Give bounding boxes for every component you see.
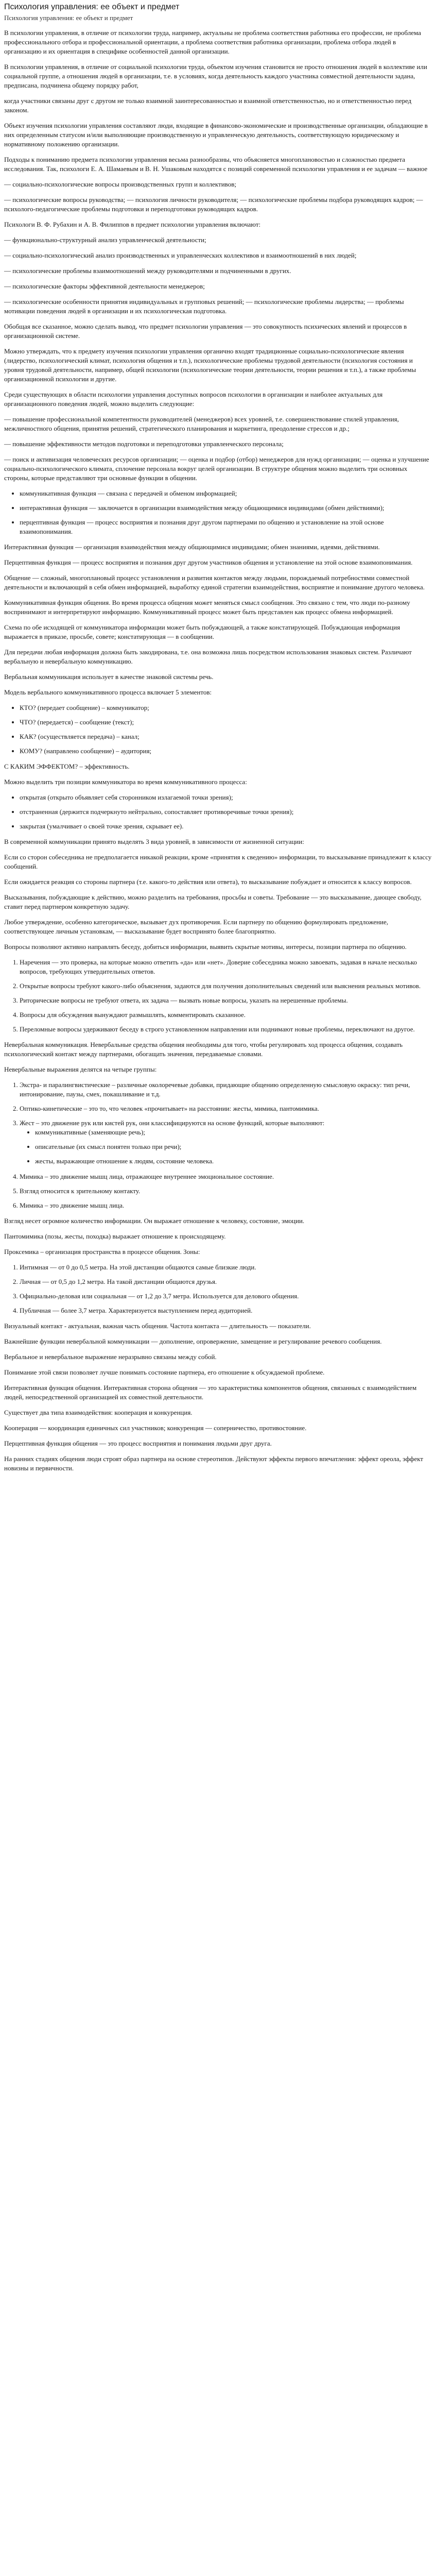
paragraph: Невербальные выражения делятся на четыре группы: [4, 1065, 157, 1073]
paragraph: В психологии управления, в отличие от социальной психологии труда, объектом изучения становится не просто отношения людей в коллективе или социальной группе, а отношения людей в организации, т.е. в условиях, когда деятельность каждого участника совместной деятельности задана, предписана, подчинена общему порядку работ, [4, 63, 427, 89]
paragraph: Если ожидается реакция со стороны партнера (т.е. какого-то действия или ответа), то высказывание побуждает и относится к классу вопросов. [4, 878, 412, 886]
paragraph: Можно утверждать, что к предмету изучения психологии управления органично входят традиционные социально-психологические явления (лидерство, психологический климат, психология общения и т.п.), психологические проблемы трудовой деятельности (психология состояния и уровня трудовой деятельности, например, общей психологии (психологические теории деятельности, теории решения и т.п.), а также проблемы организационной психологии и другие. [4, 347, 416, 383]
list-item: 5. Взгляд относится к зрительному контакту. [20, 1187, 432, 1196]
list-item: 4. Мимика – это движение мышц лица, отражающее внутреннее эмоциональное состояние. [20, 1172, 432, 1181]
paragraph: Для передачи любая информация должна быть закодирована, т.е. она возможна лишь посредством использования знаковых систем. Различают вербальную и невербальную коммуникацию. [4, 648, 412, 665]
paragraph: — социально-психологические вопросы производственных групп и коллективов; [4, 180, 236, 188]
paragraph: С КАКИМ ЭФФЕКТОМ? – эффективность. [4, 762, 130, 770]
paragraph: — психологические вопросы руководства; — психология личности руководителя; — психологические проблемы подбора руководящих кадров; — психолого-педагогические проблемы подготовки и переподготовки руководящих кадров. [4, 196, 423, 213]
list-item: 2. Личная — от 0,5 до 1,2 метра. На такой дистанции общаются друзья. [20, 1277, 432, 1286]
list-item: • ЧТО? (передается) – сообщение (текст); [20, 718, 432, 727]
paragraph: — психологические факторы эффективной деятельности менеджеров; [4, 282, 205, 290]
paragraph: На ранних стадиях общения люди строят образ партнера на основе стереотипов. Действуют эффекты первого впечатления: эффект ореола, эффект новизны и первичности. [4, 1455, 424, 1472]
paragraph: Общение — сложный, многоплановый процесс установления и развития контактов между людьми, порождаемый потребностями совместной деятельности и включающий в себя обмен информацией, выработку единой стратегии взаимодействия, восприятие и понимание другого человека. [4, 574, 425, 591]
paragraph: Вопросы позволяют активно направлять беседу, добиться информации, выявить скрытые мотивы, интересы, позиции партнера по общению. [4, 943, 407, 951]
paragraph: Проксемика – организация пространства в процессе общения. Зоны: [4, 1248, 200, 1256]
list-item: • интерактивная функция — заключается в организации взаимодействия между общающимися индивидами (обмен действиями); [20, 503, 432, 513]
paragraph: Невербальная коммуникация. Невербальные средства общения необходимы для того, чтобы регулировать ход процесса общения, создавать психологический контакт между партнерами, обогащать значения, передаваемые словами. [4, 1041, 403, 1058]
list-item: 1. Интимная — от 0 до 0,5 метра. На этой дистанции общаются самые близкие люди. [20, 1263, 432, 1272]
paragraph: когда участники связаны друг с другом не только взаимной заинтересованностью и взаимной ответственностью, но и ответственностью перед законом. [4, 97, 412, 114]
paragraph: Визуальный контакт - актуальная, важная часть общения. Частота контакта — длительность — показатели. [4, 1322, 311, 1330]
list-item: 4. Публичная — более 3,7 метра. Характеризуется выступлением перед аудиторией. [20, 1306, 432, 1315]
list-item: • жесты, выражающие отношение к людям, состояние человека. [35, 1157, 432, 1166]
list-item: 3. Официально-деловая или социальная — от 1,2 до 3,7 метра. Используется для делового общения. [20, 1292, 432, 1301]
list-item-text: Жест – это движение рук или кистей рук, они классифицируются на основе функций, которые выполняют: [20, 1119, 325, 1127]
page-subtitle: Психология управления: ее объект и предмет [4, 14, 133, 22]
list-item: • закрытая (умалчивает о своей точке зрения, скрывает ее). [20, 822, 432, 831]
paragraph: В психологии управления, в отличие от психологии труда, например, актуальны не проблема соответствия работника его профессии, не проблема профессионального отбора и профессиональной ориентации, а проблема соответствия работника организации, проблема отбора людей в организацию и их ориентация в специфике особенностей данной организации. [4, 29, 421, 55]
list-item: 4. Вопросы для обсуждения вынуждают размышлять, комментировать сказанное. [20, 1010, 432, 1020]
list-item: • КАК? (осуществляется передача) – канал; [20, 732, 432, 741]
paragraph: Высказывания, побуждающие к действию, можно разделить на требования, просьбы и советы. Требование — это высказывание, дающее свободу, ставит перед партнером конкретную задачу. [4, 893, 422, 910]
list-item: • описательные (их смысл понятен только при речи); [35, 1142, 432, 1151]
paragraph: Обобщая все сказанное, можно сделать вывод, что предмет психологии управления — это совокупность психических явлений и процессов в организационной системе. [4, 323, 407, 340]
paragraph: Перцептивная функция — процесс восприятия и познания друг другом участников общения и установление на этой основе взаимопонимания. [4, 558, 413, 566]
list-item: 3. Риторические вопросы не требуют ответа, их задача — вызвать новые вопросы, указать на нерешенные проблемы. [20, 996, 432, 1005]
paragraph: Кооперация — координация единичных сил участников; конкуренция — соперничество, противостояние. [4, 1424, 307, 1432]
paragraph: Пантомимика (позы, жесты, походка) выражает отношение к происходящему. [4, 1232, 226, 1240]
paragraph: — психологические проблемы взаимоотношений между руководителями и подчиненными в других. [4, 267, 291, 275]
paragraph: Важнейшие функции невербальной коммуникации — дополнение, опровержение, замещение и регулирование речевого сообщения. [4, 1337, 382, 1345]
paragraph: Можно выделить три позиции коммуникатора во время коммуникативного процесса: [4, 778, 247, 786]
list-item: • КОМУ? (направлено сообщение) – аудитория; [20, 747, 432, 756]
list-item: • коммуникативная функция — связана с передачей и обменом информацией; [20, 489, 432, 498]
list-item: • открытая (открыто объявляет себя сторонником излагаемой точки зрения); [20, 793, 432, 802]
paragraph: — функционально-структурный анализ управленческой деятельности; [4, 236, 206, 244]
paragraph: Существует два типа взаимодействия: кооперация и конкуренция. [4, 1409, 193, 1416]
list-item: 1. Экстра- и паралингвистические – различные околоречевые добавки, придающие общению определенную смысловую окраску: тип речи, интонирование, паузы, смех, покашливание и т.д. [20, 1080, 432, 1099]
list-item: 5. Переломные вопросы удерживают беседу в строго установленном направлении или поднимают новые проблемы, переключают на другое. [20, 1025, 432, 1034]
nonverbal-groups-list [4, 1080, 432, 1210]
paragraph: Вербальное и невербальное выражение неразрывно связаны между собой. [4, 1353, 217, 1361]
paragraph: Вербальная коммуникация использует в качестве знаковой системы речь. [4, 673, 214, 681]
paragraph: Схема по обе исходящей от коммуникатора информации может быть побуждающей, а также констатирующей. Побуждающая информация выражается в приказе, просьбе, совете; констатирующая — в сообщении. [4, 623, 400, 640]
gestures-list [20, 1128, 432, 1166]
model-list [4, 703, 432, 756]
page-title: Психология управления: ее объект и предмет [4, 3, 180, 11]
list-item: 2. Оптико-кинетические – это то, что человек «прочитывает» на расстоянии: жесты, мимика, пантомимика. [20, 1104, 432, 1113]
question-types-list [4, 958, 432, 1034]
paragraph: Подходы к пониманию предмета психологии управления весьма разнообразны, что объясняется многоплановостью и сложностью предмета исследования. Так, психологи Е. А. Шамаевым и В. Н. Ушаковым находятся с позиций современной психологии управления и ее задачам — важное [4, 156, 428, 173]
list-item: • перцептивная функция — процесс восприятия и познания друг другом партнерами по общению и установление на этой основе взаимопонимания. [20, 518, 432, 536]
paragraph: Коммуникативная функция общения. Во время процесса общения может меняться смысл сообщения. Это связано с тем, что люди по-разному воспринимают и интерпретируют информацию. Коммуникативный процесс может быть представлен как процесс обмена информацией. [4, 599, 410, 616]
zones-list [4, 1263, 432, 1315]
paragraph: Интерактивная функция — организация взаимодействия между общающимися индивидами; обмен знаниями, идеями, действиями. [4, 543, 380, 551]
list-item: 6. Мимика – это движение мышц лица. [20, 1201, 432, 1210]
paragraph: Объект изучения психологии управления составляют люди, входящие в финансово-экономические и производственные организации, обладающие в них определенным статусом и/или выполняющие производственную и управленческую деятельность, соответствующую юридическому и нормативному положению организации. [4, 122, 428, 148]
paragraph: Интерактивная функция общения. Интерактивная сторона общения — это характеристика компонентов общения, связанных с взаимодействием людей, непосредственной организацией их совместной деятельности. [4, 1384, 417, 1401]
list-item: • коммуникативные (заменяющие речь); [35, 1128, 432, 1137]
paragraph: — социально-психологический анализ производственных и управленческих коллективов и взаимоотношений в них людей; [4, 251, 357, 259]
paragraph: — психологические особенности принятия индивидуальных и групповых решений; — психологические проблемы лидерства; — проблемы мотивации поведения людей в организации и их психологическая подготовка. [4, 298, 404, 315]
paragraph: — поиск и активизация человеческих ресурсов организации; — оценка и подбор (отбор) менеджеров для нужд организации; — оценка и улучшение социально-психологического климата, сплочение персонала вокруг целей организации. В структуре общения можно выделить три основных стороны, которые представляют три основные функции в общении. [4, 455, 429, 482]
paragraph: — повышение эффективности методов подготовки и переподготовки управленческого персонала; [4, 440, 284, 448]
positions-list [4, 793, 432, 831]
paragraph: Среди существующих в области психологии управления доступных вопросов психологии в организации и наиболее актуальных для организационного поведения людей, можно выделить следующие: [4, 391, 383, 408]
paragraph: Психологи В. Ф. Рубахин и А. В. Филиппов в предмет психологии управления включают: [4, 221, 261, 228]
list-item: 2. Открытые вопросы требуют какого-либо объяснения, задаются для получения дополнительных сведений или выяснения реальных мотивов. [20, 981, 432, 991]
list-item: 1. Наречения — это проверка, на которые можно ответить «да» или «нет». Доверие собеседника можно завоевать, задавая в начале несколько вопросов, требующих утвердительных ответов. [20, 958, 432, 976]
paragraph: Перцептивная функция общения — это процесс восприятия и понимания людьми друг друга. [4, 1439, 272, 1447]
paragraph: — повышение профессиональной компетентности руководителей (менеджеров) всех уровней, т.е. совершенствование стилей управления, межличностного общения, принятия решений, стратегического планирования и маркетинга, преодоление стрессов и др.; [4, 415, 399, 432]
paragraph: Понимание этой связи позволяет лучше понимать состояние партнера, его отношение к обсуждаемой проблеме. [4, 1368, 325, 1376]
paragraph: Модель вербального коммуникативного процесса включает 5 элементов: [4, 688, 212, 696]
list-item [20, 1118, 432, 1166]
paragraph: Любое утверждение, особенно категорическое, вызывает дух противоречия. Если партнеру по общению формулировать предложение, соответствующее личным установкам, — высказывание будет воспринято более благоприятно. [4, 918, 389, 935]
paragraph: Если со сторон собеседника не предполагается никакой реакции, кроме «принятия к сведению» информации, то высказывание принадлежит к классу сообщений. [4, 853, 432, 870]
paragraph: Взгляд несет огромное количество информации. Он выражает отношение к человеку, состояние, эмоции. [4, 1217, 305, 1225]
paragraph: В современной коммуникации принято выделять 3 вида уровней, в зависимости от жизненной ситуации: [4, 838, 304, 845]
list-item: • отстраненная (держится подчеркнуто нейтрально, сопоставляет противоречивые точки зрения); [20, 807, 432, 817]
list-item: • КТО? (передает сообщение) – коммуникатор; [20, 703, 432, 713]
functions-list [4, 489, 432, 536]
